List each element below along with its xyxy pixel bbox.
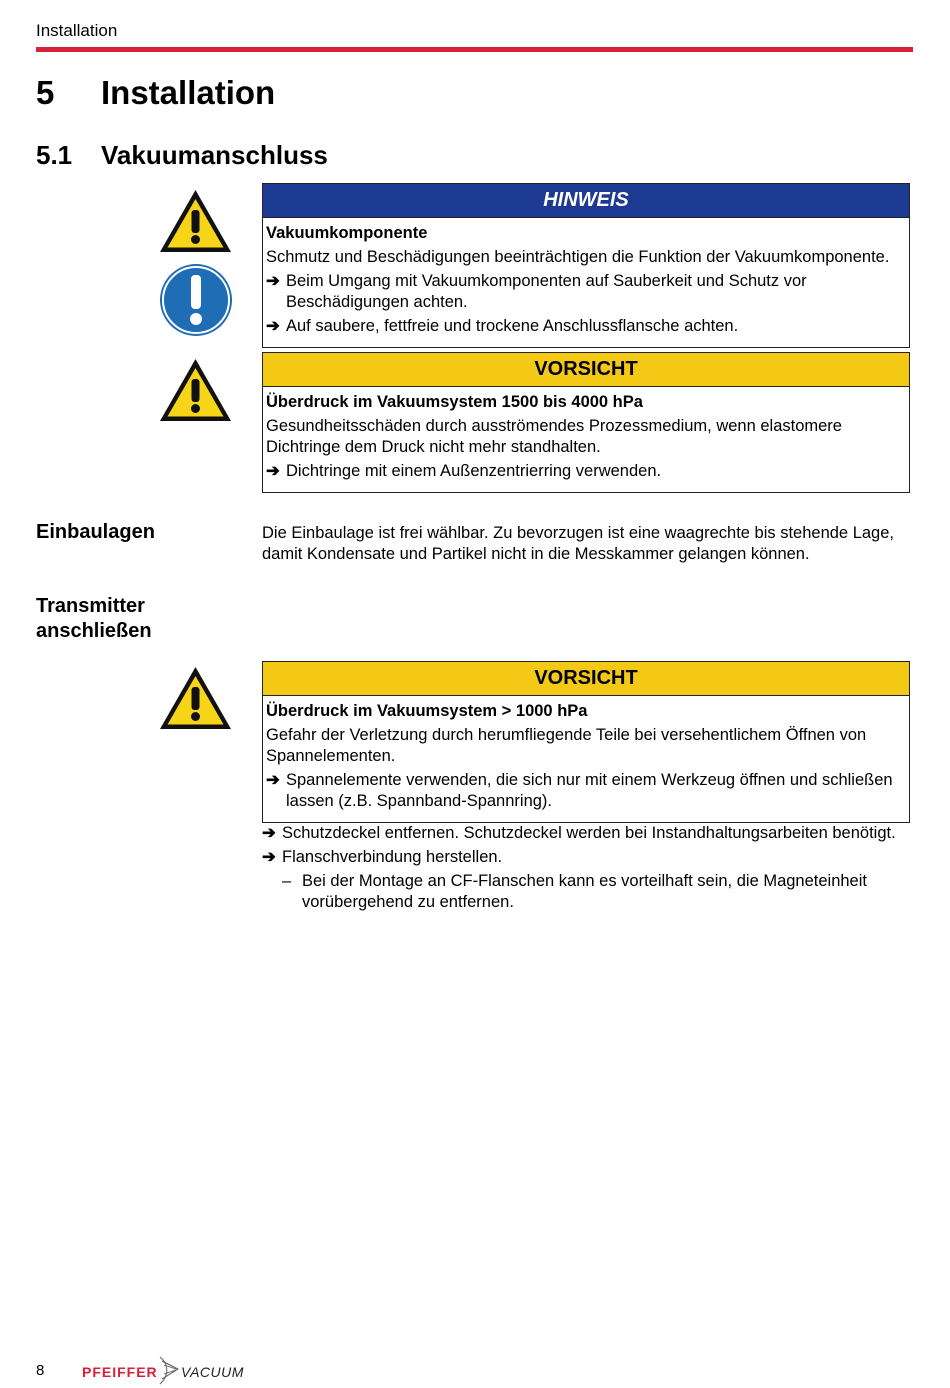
logo-brand-left: PFEIFFER [82,1364,158,1380]
step-text: Schutzdeckel entfernen. Schutzdeckel werden bei Instandhaltungsarbeiten benötigt. [282,824,896,842]
transmitter-heading: Transmitter anschließen [36,595,152,642]
arrow-icon: ➔ [266,317,280,335]
notice-title: Überdruck im Vakuumsystem 1500 bis 4000 hPa [266,393,643,411]
arrow-icon: ➔ [266,272,280,290]
chapter-title: Installation [101,74,276,111]
notice-body [263,218,909,347]
notice-title: Vakuumkomponente [266,224,428,242]
warning-triangle-icon [158,665,233,731]
step-text: Flanschverbindung herstellen. [282,848,503,866]
arrow-icon: ➔ [262,848,276,866]
notice-label: HINWEIS [263,184,909,218]
running-header: Installation [36,21,118,40]
action-text: Beim Umgang mit Vakuumkomponenten auf Sauberkeit und Schutz vor Beschädigungen achten. [286,272,807,311]
section-number: 5.1 [36,140,73,170]
einbaulagen-heading: Einbaulagen [36,521,155,543]
action-item [266,316,905,337]
action-text: Auf saubere, fettfreie und trockene Anschlussflansche achten. [286,317,739,335]
notice-description: Gefahr der Verletzung durch herumfliegende Teile bei versehentlichem Öffnen von Spannelementen. [266,726,867,765]
notice-body [263,696,909,822]
action-item [266,461,905,482]
substep-text: Bei der Montage an CF-Flanschen kann es vorteilhaft sein, die Magneteinheit vorübergehend zu entfernen. [302,872,867,911]
notice-title: Überdruck im Vakuumsystem > 1000 hPa [266,702,588,720]
logo-brand-right: VACUUM [181,1364,244,1380]
warning-triangle-icon [158,357,233,423]
arrow-icon: ➔ [266,771,280,789]
notice-label: VORSICHT [263,662,909,696]
notice-vorsicht-clamping [262,661,910,823]
step-item [262,847,914,868]
warning-triangle-icon [158,188,233,254]
arrow-icon: ➔ [266,462,280,480]
notice-description: Gesundheitsschäden durch ausströmendes Prozessmedium, wenn elastomere Dichtringe dem Druck nicht mehr standhalten. [266,417,842,456]
installation-steps [262,823,914,913]
pfeiffer-vacuum-logo [82,1355,262,1385]
section-heading [36,140,328,171]
einbaulagen-text: Die Einbaulage ist frei wählbar. Zu bevorzugen ist eine waagrechte bis stehende Lage, damit Kondensate und Partikel nicht in die Messkammer gelangen können. [262,524,894,563]
notice-body [263,387,909,492]
notice-hinweis [262,183,910,348]
chapter-heading [36,74,275,112]
section-title: Vakuumanschluss [101,140,328,170]
action-text: Spannelemente verwenden, die sich nur mit einem Werkzeug öffnen und schließen lassen (z.B. Spannband-Spannring). [286,771,893,810]
action-item [266,271,905,313]
notice-vorsicht-overpressure [262,352,910,493]
arrow-icon: ➔ [262,824,276,842]
action-text: Dichtringe mit einem Außenzentrierring verwenden. [286,462,662,480]
page-number: 8 [36,1362,45,1379]
substep-item [262,871,914,913]
dash-bullet: – [282,872,292,890]
mandatory-action-icon [159,263,233,337]
notice-description: Schmutz und Beschädigungen beeinträchtigen die Funktion der Vakuumkomponente. [266,248,890,266]
notice-label: VORSICHT [263,353,909,387]
chapter-number: 5 [36,74,55,111]
step-item [262,823,914,844]
header-rule [36,47,913,52]
action-item [266,770,905,812]
